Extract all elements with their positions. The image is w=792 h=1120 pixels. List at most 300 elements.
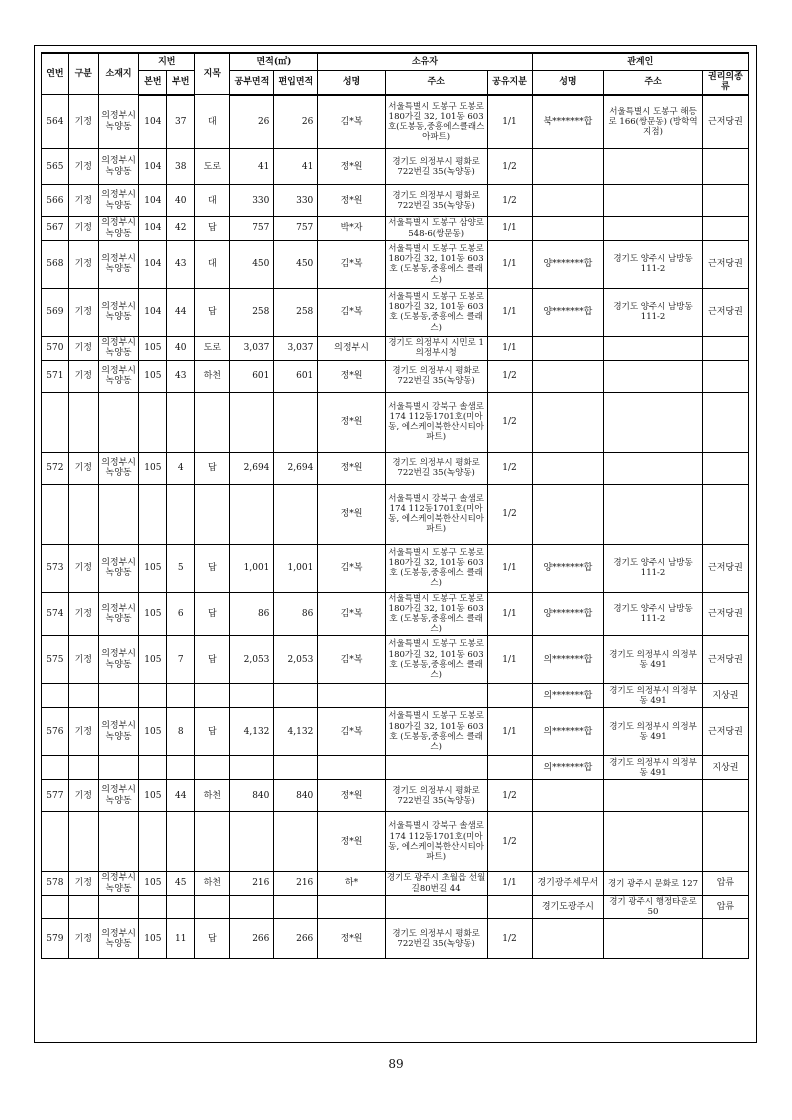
cell-kind: 기정 (68, 240, 98, 288)
cell-location: 의정부시 녹양동 (98, 240, 139, 288)
cell-public-area (230, 484, 274, 544)
col-owner-name-header: 성명 (318, 71, 385, 95)
cell-right-type (702, 392, 748, 452)
cell-kind: 기정 (68, 336, 98, 360)
cell-kind: 기정 (68, 708, 98, 756)
cell-related-address (604, 780, 703, 812)
cell-location: 의정부시 녹양동 (98, 919, 139, 959)
cell-included-area: 26 (274, 95, 318, 149)
cell-category (195, 896, 230, 919)
cell-related-name: 의*******합 (532, 684, 604, 708)
cell-right-type (702, 484, 748, 544)
cell-public-area: 3,037 (230, 336, 274, 360)
cell-category (195, 484, 230, 544)
cell-right-type: 압류 (702, 896, 748, 919)
cell-owner-name: 정*원 (318, 185, 385, 217)
cell-no: 569 (42, 288, 69, 336)
cell-public-area: 450 (230, 240, 274, 288)
cell-category: 도로 (195, 149, 230, 185)
col-category-header: 지목 (195, 53, 230, 95)
cell-owner-address: 서울특별시 강북구 솔샘로174 112동1701호(미아동, 에스케이북한산시티아파트) (385, 484, 487, 544)
cell-owner-name: 정*원 (318, 484, 385, 544)
cell-public-area (230, 896, 274, 919)
cell-category: 대 (195, 240, 230, 288)
cell-right-type: 지상권 (702, 756, 748, 780)
cell-public-area: 840 (230, 780, 274, 812)
cell-kind (68, 484, 98, 544)
table-row (42, 360, 749, 392)
col-included-area-header: 편입면적 (274, 71, 318, 95)
cell-related-address: 경기도 의정부시 의정부동 491 (604, 636, 703, 684)
cell-category: 하천 (195, 872, 230, 896)
cell-no: 572 (42, 452, 69, 484)
cell-location (98, 756, 139, 780)
cell-location: 의정부시 녹양동 (98, 95, 139, 149)
cell-included-area: 1,001 (274, 544, 318, 592)
cell-main: 104 (139, 185, 167, 217)
cell-included-area (274, 756, 318, 780)
cell-owner-name: 김*복 (318, 544, 385, 592)
cell-main (139, 392, 167, 452)
cell-included-area: 4,132 (274, 708, 318, 756)
cell-main: 105 (139, 544, 167, 592)
table-row (42, 149, 749, 185)
cell-share: 1/2 (487, 452, 532, 484)
cell-share: 1/1 (487, 336, 532, 360)
cell-included-area: 86 (274, 592, 318, 636)
cell-public-area: 1,001 (230, 544, 274, 592)
cell-no: 577 (42, 780, 69, 812)
cell-related-name (532, 336, 604, 360)
cell-share: 1/2 (487, 149, 532, 185)
cell-owner-address (385, 684, 487, 708)
cell-location: 의정부시 녹양동 (98, 592, 139, 636)
cell-owner-address: 서울특별시 도봉구 삼양로 548-6(쌍문동) (385, 217, 487, 241)
cell-related-name: 양*******합 (532, 240, 604, 288)
table-row (42, 896, 749, 919)
cell-location: 의정부시 녹양동 (98, 872, 139, 896)
cell-related-name (532, 185, 604, 217)
cell-no: 573 (42, 544, 69, 592)
cell-related-address: 경기도 의정부시 의정부동 491 (604, 756, 703, 780)
cell-kind (68, 756, 98, 780)
cell-main: 105 (139, 872, 167, 896)
cell-sub: 4 (167, 452, 195, 484)
cell-main: 104 (139, 288, 167, 336)
cell-sub (167, 684, 195, 708)
cell-no (42, 896, 69, 919)
cell-kind: 기정 (68, 544, 98, 592)
cell-location (98, 896, 139, 919)
cell-related-name (532, 360, 604, 392)
cell-related-address (604, 185, 703, 217)
cell-sub (167, 812, 195, 872)
cell-related-address: 경기도 양주시 남방동 111-2 (604, 544, 703, 592)
cell-kind (68, 684, 98, 708)
cell-related-name (532, 919, 604, 959)
cell-public-area (230, 812, 274, 872)
cell-no: 568 (42, 240, 69, 288)
cell-right-type: 근저당권 (702, 592, 748, 636)
cell-share: 1/1 (487, 708, 532, 756)
cell-right-type: 근저당권 (702, 95, 748, 149)
cell-right-type (702, 360, 748, 392)
cell-sub (167, 484, 195, 544)
cell-main (139, 484, 167, 544)
table-row (42, 484, 749, 544)
cell-owner-address: 서울특별시 도봉구 도봉로180가길 32, 101동 603호 (도봉동,중흥에스 클래스) (385, 708, 487, 756)
cell-related-name (532, 484, 604, 544)
cell-no (42, 484, 69, 544)
cell-sub: 43 (167, 240, 195, 288)
cell-location: 의정부시 녹양동 (98, 780, 139, 812)
cell-main: 105 (139, 592, 167, 636)
cell-public-area: 601 (230, 360, 274, 392)
col-related-address-header: 주소 (604, 71, 703, 95)
cell-kind: 기정 (68, 636, 98, 684)
cell-kind: 기정 (68, 919, 98, 959)
cell-related-address: 경기도 양주시 남방동 111-2 (604, 592, 703, 636)
cell-right-type (702, 149, 748, 185)
cell-owner-name: 정*원 (318, 452, 385, 484)
cell-kind: 기정 (68, 217, 98, 241)
cell-sub (167, 896, 195, 919)
cell-main: 105 (139, 780, 167, 812)
cell-location: 의정부시 녹양동 (98, 360, 139, 392)
cell-location (98, 392, 139, 452)
cell-category: 답 (195, 544, 230, 592)
cell-owner-name (318, 684, 385, 708)
cell-owner-address: 서울특별시 도봉구 도봉로180가길 32, 101동 603호 (도봉동,중흥에스 클래스) (385, 544, 487, 592)
cell-no (42, 812, 69, 872)
col-related-name-header: 성명 (532, 71, 604, 95)
cell-owner-address: 서울특별시 도봉구 도봉로180가길 32, 101동 603호(도봉동,중흥에스클래스아파트) (385, 95, 487, 149)
cell-category: 답 (195, 919, 230, 959)
cell-public-area: 2,694 (230, 452, 274, 484)
table-row (42, 592, 749, 636)
cell-kind: 기정 (68, 452, 98, 484)
cell-right-type (702, 812, 748, 872)
cell-owner-address: 경기도 광주시 초월읍 선월길80번길 44 (386, 873, 486, 894)
table-row (42, 636, 749, 684)
cell-owner-address (385, 896, 487, 919)
cell-related-address (604, 217, 703, 241)
table-row (42, 217, 749, 241)
col-owner-address-header: 주소 (385, 71, 487, 95)
cell-included-area (274, 896, 318, 919)
cell-included-area (274, 392, 318, 452)
cell-no: 571 (42, 360, 69, 392)
page-number: 89 (388, 1057, 404, 1071)
cell-related-name: 의*******합 (532, 636, 604, 684)
cell-category: 대 (195, 185, 230, 217)
cell-included-area (274, 484, 318, 544)
cell-category: 답 (195, 452, 230, 484)
table-row (42, 95, 749, 149)
cell-owner-address: 경기도 의정부시 평화로722번길 35(녹양동) (385, 452, 487, 484)
col-sub-header: 부번 (167, 71, 195, 95)
col-public-area-header: 공부면적 (230, 71, 274, 95)
cell-owner-name: 박*자 (318, 217, 385, 241)
cell-related-address (604, 392, 703, 452)
cell-public-area (230, 684, 274, 708)
cell-kind (68, 392, 98, 452)
cell-related-name (532, 780, 604, 812)
col-lot-group-header: 지번 (139, 53, 195, 71)
cell-kind: 기정 (68, 288, 98, 336)
table-row (42, 392, 749, 452)
cell-share (487, 896, 532, 919)
cell-main: 104 (139, 240, 167, 288)
cell-related-address (604, 484, 703, 544)
table-row (42, 919, 749, 959)
cell-sub (167, 756, 195, 780)
cell-related-address: 경기 광주시 행정타운로 50 (604, 896, 703, 919)
cell-related-address: 경기도 양주시 남방동 111-2 (604, 240, 703, 288)
cell-no (42, 684, 69, 708)
cell-kind: 기정 (68, 872, 98, 896)
cell-right-type: 근저당권 (702, 544, 748, 592)
cell-related-address (604, 919, 703, 959)
cell-owner-address: 서울특별시 강북구 솔샘로174 112동1701호(미아동, 에스케이북한산시티아파트) (385, 812, 487, 872)
cell-related-address: 경기도 의정부시 의정부동 491 (604, 684, 703, 708)
cell-related-name: 양*******합 (532, 288, 604, 336)
cell-no: 566 (42, 185, 69, 217)
cell-location: 의정부시 녹양동 (98, 544, 139, 592)
cell-sub: 43 (167, 360, 195, 392)
cell-no: 567 (42, 217, 69, 241)
cell-main (139, 756, 167, 780)
cell-location: 의정부시 녹양동 (98, 217, 139, 241)
cell-right-type: 근저당권 (702, 240, 748, 288)
cell-related-address: 경기도 양주시 남방동 111-2 (604, 288, 703, 336)
cell-location: 의정부시 녹양동 (98, 708, 139, 756)
cell-owner-name: 김*복 (318, 636, 385, 684)
cell-owner-address: 경기도 의정부시 평화로722번길 35(녹양동) (385, 780, 487, 812)
cell-share: 1/2 (487, 919, 532, 959)
cell-share: 1/2 (487, 185, 532, 217)
cell-share (487, 684, 532, 708)
table-row (42, 872, 749, 896)
cell-share: 1/1 (487, 592, 532, 636)
cell-owner-name: 의정부시 (318, 336, 385, 360)
cell-location: 의정부시 녹양동 (98, 452, 139, 484)
cell-no: 570 (42, 336, 69, 360)
cell-no (42, 392, 69, 452)
cell-main: 105 (139, 360, 167, 392)
cell-public-area: 266 (230, 919, 274, 959)
cell-location: 의정부시 녹양동 (98, 149, 139, 185)
cell-right-type (702, 185, 748, 217)
cell-share: 1/1 (487, 288, 532, 336)
cell-included-area: 266 (274, 919, 318, 959)
cell-kind: 기정 (68, 592, 98, 636)
cell-owner-name: 김*복 (318, 708, 385, 756)
cell-public-area: 330 (230, 185, 274, 217)
cell-no (42, 756, 69, 780)
cell-share: 1/1 (487, 544, 532, 592)
cell-owner-name (318, 756, 385, 780)
cell-share: 1/2 (487, 392, 532, 452)
cell-share: 1/1 (487, 240, 532, 288)
cell-no: 578 (42, 872, 69, 896)
cell-category (195, 684, 230, 708)
cell-owner-name: 정*원 (318, 780, 385, 812)
col-share-header: 공유지분 (487, 71, 532, 95)
cell-main: 105 (139, 336, 167, 360)
table-row (42, 684, 749, 708)
cell-included-area: 258 (274, 288, 318, 336)
cell-sub: 45 (167, 872, 195, 896)
cell-related-address: 경기도 의정부시 의정부동 491 (604, 708, 703, 756)
cell-public-area: 757 (230, 217, 274, 241)
cell-share: 1/1 (487, 872, 532, 896)
cell-public-area: 4,132 (230, 708, 274, 756)
cell-category: 답 (195, 217, 230, 241)
cell-kind: 기정 (68, 360, 98, 392)
cell-owner-name: 정*원 (318, 360, 385, 392)
cell-right-type: 지상권 (702, 684, 748, 708)
cell-included-area: 450 (274, 240, 318, 288)
cell-owner-address: 경기도 의정부시 평화로722번길 35(녹양동) (385, 149, 487, 185)
table-row (42, 756, 749, 780)
cell-right-type (702, 336, 748, 360)
cell-no: 565 (42, 149, 69, 185)
cell-right-type: 근저당권 (702, 636, 748, 684)
cell-kind: 기정 (68, 185, 98, 217)
col-related-group-header: 관계인 (532, 53, 748, 71)
cell-sub: 40 (167, 336, 195, 360)
cell-included-area: 2,694 (274, 452, 318, 484)
cell-related-name (532, 812, 604, 872)
cell-share: 1/2 (487, 484, 532, 544)
cell-related-name: 경기도광주시 (532, 896, 604, 919)
cell-no: 576 (42, 708, 69, 756)
cell-category: 하천 (195, 360, 230, 392)
col-owner-group-header: 소유자 (318, 53, 532, 71)
cell-main (139, 812, 167, 872)
cell-related-address: 경기 광주시 문화로 127 (604, 872, 703, 896)
cell-related-address (604, 149, 703, 185)
cell-sub: 11 (167, 919, 195, 959)
cell-sub: 40 (167, 185, 195, 217)
cell-owner-address: 서울특별시 도봉구 도봉로180가길 32, 101동 603호 (도봉동,중흥에스 클래스) (385, 288, 487, 336)
cell-right-type: 근저당권 (702, 708, 748, 756)
table-row (42, 336, 749, 360)
cell-owner-name: 김*복 (318, 240, 385, 288)
cell-related-name: 의*******합 (532, 756, 604, 780)
cell-sub: 37 (167, 95, 195, 149)
cell-main: 105 (139, 636, 167, 684)
cell-related-name: 북*******합 (532, 95, 604, 149)
cell-included-area: 41 (274, 149, 318, 185)
cell-owner-address (385, 756, 487, 780)
cell-kind: 기정 (68, 149, 98, 185)
cell-owner-address: 서울특별시 강북구 솔샘로174 112동1701호(미아동, 에스케이북한산시티아파트) (385, 392, 487, 452)
cell-location (98, 812, 139, 872)
cell-location: 의정부시 녹양동 (98, 185, 139, 217)
cell-sub: 42 (167, 217, 195, 241)
table-row (42, 240, 749, 288)
cell-share: 1/2 (487, 812, 532, 872)
cell-category: 대 (195, 95, 230, 149)
cell-right-type (702, 217, 748, 241)
cell-kind (68, 812, 98, 872)
header-row-top (42, 53, 749, 71)
table-row (42, 812, 749, 872)
cell-sub: 7 (167, 636, 195, 684)
cell-right-type (702, 452, 748, 484)
cell-included-area (274, 812, 318, 872)
cell-public-area: 26 (230, 95, 274, 149)
cell-right-type (702, 780, 748, 812)
cell-share: 1/2 (487, 360, 532, 392)
cell-owner-name: 김*복 (318, 95, 385, 149)
cell-owner-address: 경기도 의정부시 평화로722번길 35(녹양동) (385, 919, 487, 959)
col-no-header: 연번 (42, 53, 69, 95)
col-right-type-header: 권리의종류 (702, 71, 748, 95)
cell-category: 하천 (195, 780, 230, 812)
cell-no: 575 (42, 636, 69, 684)
cell-sub: 5 (167, 544, 195, 592)
cell-main: 105 (139, 919, 167, 959)
cell-category: 답 (195, 708, 230, 756)
cell-related-name (532, 392, 604, 452)
cell-owner-name: 정*원 (318, 812, 385, 872)
cell-category (195, 812, 230, 872)
cell-main: 104 (139, 95, 167, 149)
cell-included-area: 216 (274, 872, 318, 896)
cell-related-name: 경기광주세무서 (532, 872, 604, 896)
header-row-bottom (42, 71, 749, 95)
cell-included-area (274, 684, 318, 708)
cell-share: 1/1 (487, 95, 532, 149)
cell-owner-address: 서울특별시 도봉구 도봉로180가길 32, 101동 603호 (도봉동,중흥에스 클래스) (385, 636, 487, 684)
cell-owner-address: 경기도 의정부시 평화로722번길 35(녹양동) (385, 360, 487, 392)
cell-category: 답 (195, 592, 230, 636)
cell-related-name (532, 149, 604, 185)
cell-main (139, 684, 167, 708)
cell-category (195, 392, 230, 452)
cell-category (195, 756, 230, 780)
cell-related-address (604, 812, 703, 872)
cell-related-address (604, 452, 703, 484)
cell-right-type: 근저당권 (702, 288, 748, 336)
land-registry-table (41, 52, 749, 959)
cell-public-area: 2,053 (230, 636, 274, 684)
cell-owner-name: 김*복 (318, 592, 385, 636)
cell-owner-name: 정*원 (318, 919, 385, 959)
cell-location (98, 684, 139, 708)
cell-related-address (604, 360, 703, 392)
cell-owner-name: 정*원 (318, 149, 385, 185)
cell-sub: 38 (167, 149, 195, 185)
cell-sub (167, 392, 195, 452)
cell-sub: 8 (167, 708, 195, 756)
cell-kind (68, 896, 98, 919)
cell-related-address (604, 336, 703, 360)
cell-no: 574 (42, 592, 69, 636)
cell-owner-name: 정*원 (318, 392, 385, 452)
cell-owner-address: 경기도 의정부시 시민로 1 의정부시청 (385, 336, 487, 360)
cell-share (487, 756, 532, 780)
cell-related-name (532, 452, 604, 484)
cell-owner-name (318, 896, 385, 919)
cell-kind: 기정 (68, 780, 98, 812)
col-main-header: 본번 (139, 71, 167, 95)
cell-included-area: 601 (274, 360, 318, 392)
cell-location (98, 484, 139, 544)
